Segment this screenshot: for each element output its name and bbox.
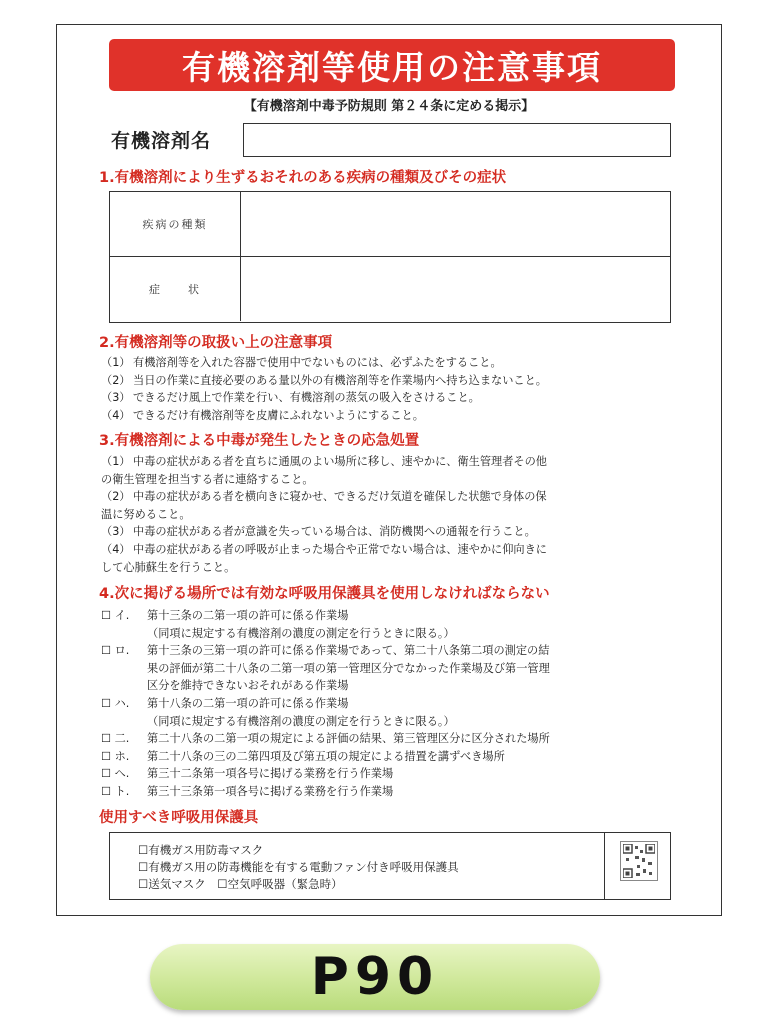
section4-list	[101, 607, 701, 801]
ppe-option: ☐送気マスク ☐空気呼吸器（緊急時）	[138, 877, 343, 891]
list-item-cont: （同項に規定する有機溶剤の濃度の測定を行うときに限る。）	[147, 626, 455, 640]
list-item: （3） 中毒の症状がある者が意識を失っている場合は、消防機関への通報を行うこと。	[101, 525, 536, 539]
section2-heading: 2.有機溶剤等の取扱い上の注意事項	[99, 335, 333, 351]
list-item: （2） 当日の作業に直接必要のある量以外の有機溶剤等を作業場内へ持ち込まないこと。	[101, 373, 547, 387]
ppe-option: ☐有機ガス用防毒マスク	[138, 843, 264, 857]
ppe-list	[110, 833, 605, 899]
disease-type-label: 疾病の種類	[110, 192, 241, 256]
qr-code-icon	[620, 841, 658, 881]
solvent-name-field	[243, 123, 671, 157]
section3-heading: 3.有機溶剤による中毒が発生したときの応急処置	[99, 433, 420, 449]
sign-title: 有機溶剤等使用の注意事項	[109, 39, 675, 91]
list-item: （2） 中毒の症状がある者を横向きに寝かせ、できるだけ気道を確保した状態で身体の保	[101, 490, 547, 504]
list-item-cont: して心肺蘇生を行うこと。	[101, 560, 236, 574]
list-item-cont: 区分を維持できないおそれがある作業場	[147, 679, 349, 693]
list-item: ☐ 二. 第二十八条の二第一項の規定による評価の結果、第三管理区分に区分された場所	[101, 732, 550, 746]
list-item: ☐ へ. 第三十二条第一項各号に掲げる業務を行う作業場	[101, 767, 394, 781]
solvent-name-label: 有機溶剤名	[111, 130, 212, 152]
symptom-row	[110, 257, 670, 321]
list-item-cont: の衛生管理を担当する者に連絡すること。	[101, 472, 314, 486]
solvent-name-row	[111, 123, 671, 159]
list-item: ☐ イ. 第十三条の二第一項の許可に係る作業場	[101, 609, 349, 622]
list-item: （1） 中毒の症状がある者を直ちに通風のよい場所に移し、速やかに、衛生管理者その他	[101, 455, 547, 468]
section4-heading: 4.次に掲げる場所では有効な呼吸用保護具を使用しなければならない	[99, 586, 550, 602]
ppe-box	[109, 832, 671, 900]
legal-note: 【有機溶剤中毒予防規則 第２４条に定める掲示】	[243, 99, 535, 114]
section3-list	[101, 453, 701, 576]
list-item-cont: （同項に規定する有機溶剤の濃度の測定を行うときに限る。）	[147, 714, 455, 728]
list-item: （3） できるだけ風上で作業を行い、有機溶剤の蒸気の吸入をさけること。	[101, 391, 480, 405]
list-item: ☐ ト. 第三十三条第一項各号に掲げる業務を行う作業場	[101, 784, 394, 798]
list-item: （4） 中毒の症状がある者の呼吸が止まった場合や正常でない場合は、速やかに仰向きに	[101, 542, 547, 556]
ppe-option: ☐有機ガス用の防毒機能を有する電動ファン付き呼吸用保護具	[138, 860, 459, 874]
product-code-badge: P90	[150, 944, 600, 1010]
symptom-label: 症 状	[110, 257, 241, 321]
ppe-heading: 使用すべき呼吸用保護具	[99, 810, 259, 826]
notice-sign	[56, 24, 722, 916]
section1-heading: 1.有機溶剤により生ずるおそれのある疾病の種類及びその症状	[99, 170, 507, 186]
list-item-cont: 果の評価が第二十八条の二第一項の第一管理区分でなかった作業場及び第一管理	[147, 661, 550, 675]
list-item-cont: 温に努めること。	[101, 507, 191, 521]
disease-type-row	[110, 192, 670, 257]
section2-list	[101, 354, 701, 424]
list-item: （1） 有機溶剤等を入れた容器で使用中でないものには、必ずふたをすること。	[101, 356, 502, 369]
list-item: （4） できるだけ有機溶剤等を皮膚にふれないようにすること。	[101, 408, 424, 422]
list-item: ☐ ホ. 第二十八条の三の二第四項及び第五項の規定による措置を講ずべき場所	[101, 749, 505, 763]
list-item: ☐ ロ. 第十三条の三第一項の許可に係る作業場であって、第二十八条第二項の測定の結	[101, 644, 550, 658]
list-item: ☐ ハ. 第十八条の二第一項の許可に係る作業場	[101, 696, 349, 710]
disease-table	[109, 191, 671, 323]
